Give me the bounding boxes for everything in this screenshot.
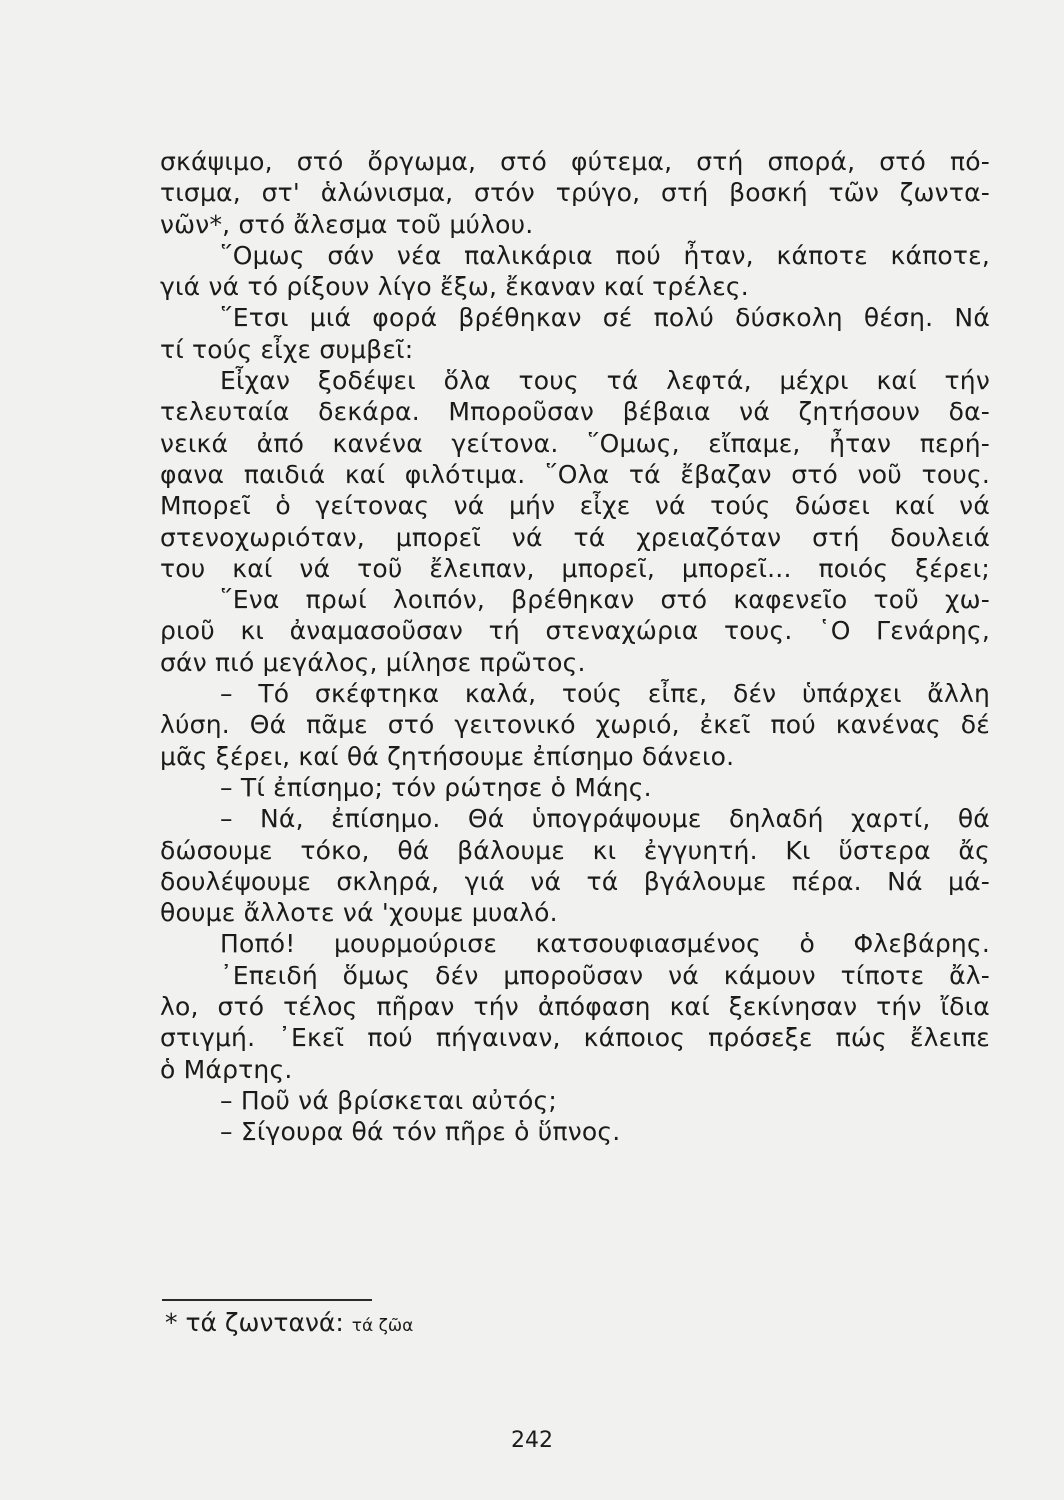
text-line: δώσουμε τόκο, θά βάλουμε κι ἐγγυητή. Κι ὕστερα ἄς bbox=[160, 835, 990, 865]
text-line: τισμα, στ' ἁλώνισμα, στόν τρύγο, στή βοσκή τῶν ζωντα- bbox=[160, 178, 990, 208]
text-line: σκάψιμο, στό ὄργωμα, στό φύτεμα, στή σπορά, στό πό- bbox=[160, 147, 990, 176]
text-line: ῞Ετσι μιά φορά βρέθηκαν σέ πολύ δύσκολη θέση. Νά bbox=[220, 303, 990, 333]
text-line: Μπορεῖ ὁ γείτονας νά μήν εἶχε νά τούς δώσει καί νά bbox=[160, 491, 990, 521]
text-line: μᾶς ξέρει, καί θά ζητήσουμε ἐπίσημο δάνειο. bbox=[160, 741, 735, 771]
text-line: – Ποῦ νά βρίσκεται αὐτός; bbox=[220, 1085, 558, 1115]
text-line: φανα παιδιά καί φιλότιμα. ῞Ολα τά ἔβαζαν στό νοῦ τους. bbox=[160, 459, 990, 489]
footnote-meaning: τά ζῶα bbox=[351, 1316, 414, 1336]
footnote bbox=[165, 1308, 413, 1337]
page-number: 242 bbox=[511, 1428, 553, 1453]
text-line: – Νά, ἐπίσημο. Θά ὑπογράψουμε δηλαδή χαρτί, θά bbox=[220, 804, 990, 834]
text-line: τί τούς εἶχε συμβεῖ: bbox=[160, 334, 414, 364]
text-line: ῞Ενα πρωί λοιπόν, βρέθηκαν στό καφενεῖο τοῦ χω- bbox=[220, 585, 990, 615]
text-line: λο, στό τέλος πῆραν τήν ἀπόφαση καί ξεκίνησαν τήν ἴδια bbox=[160, 992, 990, 1022]
text-line: θουμε ἄλλοτε νά 'χουμε μυαλό. bbox=[160, 898, 558, 928]
text-line: νῶν*, στό ἄλεσμα τοῦ μύλου. bbox=[160, 209, 534, 239]
text-line: ῞Ομως σάν νέα παλικάρια πού ἦταν, κάποτε κάποτε, bbox=[220, 240, 990, 270]
text-line: Εἶχαν ξοδέψει ὅλα τους τά λεφτά, μέχρι καί τήν bbox=[220, 366, 990, 396]
text-line: στιγμή. ᾿Εκεῖ πού πήγαιναν, κάποιος πρόσεξε πώς ἔλειπε bbox=[160, 1023, 990, 1053]
text-line: νεικά ἀπό κανένα γείτονα. ῞Ομως, εἴπαμε, ἦταν περή- bbox=[160, 428, 990, 458]
text-line: λύση. Θά πᾶμε στό γειτονικό χωριό, ἐκεῖ πού κανένας δέ bbox=[160, 710, 990, 740]
text-line: – Τί ἐπίσημο; τόν ρώτησε ὁ Μάης. bbox=[220, 772, 652, 802]
text-line: γιά νά τό ρίξουν λίγο ἔξω, ἔκαναν καί τρέλες. bbox=[160, 272, 749, 302]
text-line: – Σίγουρα θά τόν πῆρε ὁ ὕπνος. bbox=[220, 1117, 621, 1147]
text-line: ὁ Μάρτης. bbox=[160, 1054, 293, 1084]
text-line: Ποπό! μουρμούρισε κατσουφιασμένος ὁ Φλεβάρης. bbox=[220, 929, 990, 959]
text-line: ριοῦ κι ἀναμασοῦσαν τή στεναχώρια τους. ῾Ο Γενάρης, bbox=[160, 616, 990, 646]
text-line: στενοχωριόταν, μπορεῖ νά τά χρειαζόταν στή δουλειά bbox=[160, 522, 990, 552]
text-line: του καί νά τοῦ ἔλειπαν, μπορεῖ, μπορεῖ... ποιός ξέρει; bbox=[160, 553, 990, 583]
text-line: τελευταία δεκάρα. Μποροῦσαν βέβαια νά ζητήσουν δα- bbox=[160, 397, 990, 427]
footnote-term: * τά ζωντανά: bbox=[165, 1308, 344, 1337]
body-text bbox=[160, 146, 990, 1148]
text-line: ᾿Επειδή ὅμως δέν μποροῦσαν νά κάμουν τίποτε ἄλ- bbox=[220, 960, 990, 990]
footnote-rule bbox=[162, 1299, 372, 1301]
text-line: δουλέψουμε σκληρά, γιά νά τά βγάλουμε πέρα. Νά μά- bbox=[160, 866, 990, 896]
text-line: σάν πιό μεγάλος, μίλησε πρῶτος. bbox=[160, 647, 586, 677]
text-line: – Τό σκέφτηκα καλά, τούς εἶπε, δέν ὑπάρχει ἄλλη bbox=[220, 679, 990, 709]
